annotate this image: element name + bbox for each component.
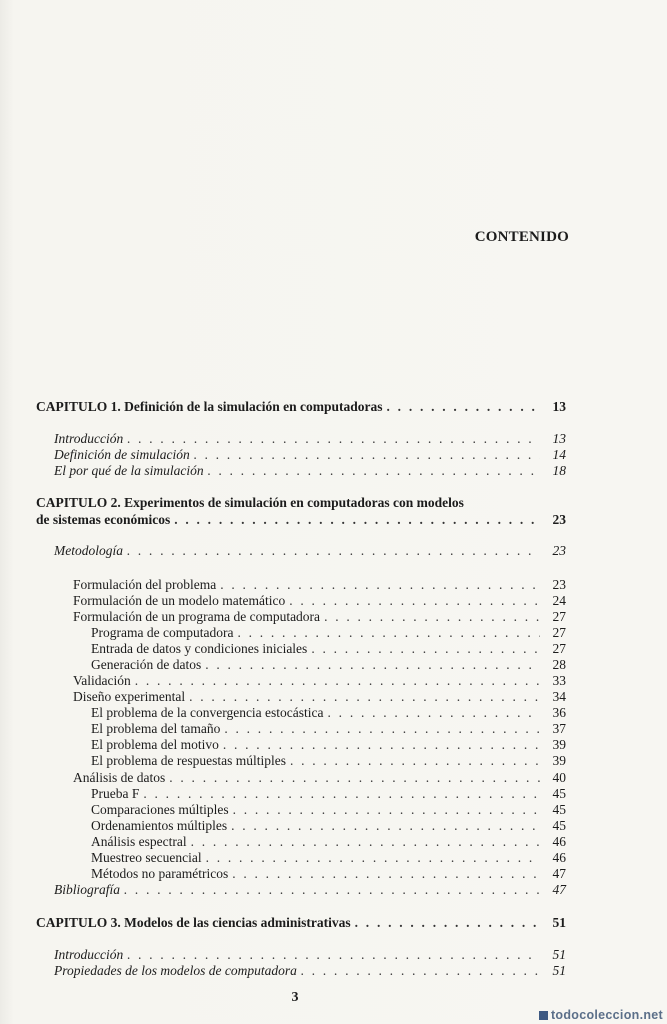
page-number: 3 [291, 990, 299, 1005]
toc-entry-title: Entrada de datos y condiciones iniciales [91, 641, 308, 656]
toc-chapter-2-line-1: CAPITULO 2. Experimentos de simulación en computadoras con modelos [36, 495, 464, 510]
toc-entry-page: 14 [552, 447, 566, 462]
dot-leader [311, 640, 540, 657]
toc-entry-title: Muestreo secuencial [91, 850, 202, 865]
dot-leader [289, 592, 540, 609]
toc-entry [91, 849, 566, 866]
dot-leader [191, 833, 540, 850]
toc-entry-page: 47 [552, 866, 566, 881]
toc-entry-page: 27 [552, 609, 566, 624]
toc-entry [73, 688, 566, 705]
toc-entry-title: Formulación de un programa de computadora [73, 609, 321, 624]
dot-leader [232, 865, 540, 882]
toc-entry-chapter-1 [36, 398, 566, 415]
dot-leader [220, 576, 540, 593]
watermark-logo-icon [539, 1011, 548, 1020]
toc-entry-title: Análisis de datos [73, 770, 166, 785]
toc-entry-page: 39 [552, 753, 566, 768]
toc-entry-page: 13 [552, 431, 566, 446]
dot-leader [169, 769, 540, 786]
toc-entry-title: Generación de datos [91, 657, 202, 672]
toc-entry-page: 27 [552, 625, 566, 640]
watermark-text: todocoleccion.net [550, 1008, 663, 1022]
toc-entry-title: CAPITULO 1. Definición de la simulación en computadoras [36, 399, 383, 414]
toc-entry-title: Diseño experimental [73, 689, 186, 704]
toc-entry [91, 656, 566, 673]
toc-entry [73, 576, 566, 593]
toc-entry [54, 542, 566, 559]
toc-entry [91, 865, 566, 882]
toc-entry-page: 39 [552, 737, 566, 752]
dot-leader [208, 462, 540, 479]
toc-entry-page: 28 [552, 657, 566, 672]
dot-leader [127, 946, 540, 963]
dot-leader [233, 801, 540, 818]
toc-entry-title: Formulación de un modelo matemático [73, 593, 286, 608]
toc-entry [73, 769, 566, 786]
toc-entry-title: El problema de respuestas múltiples [91, 753, 286, 768]
toc-entry-page: 45 [552, 786, 566, 801]
toc-entry-page: 51 [552, 963, 566, 978]
toc-entry [73, 608, 566, 625]
toc-entry-page: 13 [552, 399, 566, 414]
dot-leader [135, 672, 540, 689]
dot-leader [174, 511, 540, 528]
dot-leader [206, 849, 540, 866]
toc-entry-chapter-3 [36, 914, 566, 931]
toc-entry [91, 624, 566, 641]
toc-entry-page: 23 [552, 512, 566, 527]
dot-leader [237, 624, 540, 641]
dot-leader [301, 962, 540, 979]
toc-entry-page: 45 [552, 802, 566, 817]
toc-entry [91, 704, 566, 721]
toc-entry [91, 720, 566, 737]
toc-entry-page: 46 [552, 850, 566, 865]
toc-entry-title: Propiedades de los modelos de computadora [54, 963, 297, 978]
watermark [539, 1008, 663, 1022]
toc-entry [91, 752, 566, 769]
toc-entry-page: 33 [552, 673, 566, 688]
toc-entry-title: Formulación del problema [73, 577, 217, 592]
toc-entry-chapter-2 [36, 511, 566, 528]
toc-entry [91, 817, 566, 834]
dot-leader [189, 688, 540, 705]
toc-entry [91, 833, 566, 850]
toc-entry [54, 946, 566, 963]
dot-leader [223, 736, 540, 753]
toc-entry-title: Comparaciones múltiples [91, 802, 229, 817]
toc-entry-title: Definición de simulación [54, 447, 190, 462]
toc-entry-page: 47 [552, 882, 566, 897]
toc-entry-page: 37 [552, 721, 566, 736]
toc-entry-title: Ordenamientos múltiples [91, 818, 228, 833]
toc-entry [73, 672, 566, 689]
dot-leader [387, 398, 540, 415]
dot-leader [124, 881, 540, 898]
toc-entry [91, 801, 566, 818]
toc-entry-page: 40 [552, 770, 566, 785]
toc-entry-title: El problema del motivo [91, 737, 219, 752]
toc-entry [91, 640, 566, 657]
dot-leader [194, 446, 540, 463]
toc-entry-title: El problema de la convergencia estocástica [91, 705, 324, 720]
toc-entry [54, 446, 566, 463]
toc-entry-page: 36 [552, 705, 566, 720]
toc-entry-page: 51 [552, 915, 566, 930]
dot-leader [324, 608, 540, 625]
toc-entry-page: 51 [552, 947, 566, 962]
dot-leader [127, 430, 540, 447]
toc-entry [91, 736, 566, 753]
toc-entry [54, 462, 566, 479]
toc-entry-title: El problema del tamaño [91, 721, 221, 736]
dot-leader [231, 817, 540, 834]
toc-entry [54, 962, 566, 979]
toc-entry-title: Validación [73, 673, 131, 688]
toc-entry-page: 18 [552, 463, 566, 478]
dot-leader [328, 704, 540, 721]
toc-entry-title: Bibliografía [54, 882, 121, 897]
toc-entry-title: CAPITULO 3. Modelos de las ciencias administrativas [36, 915, 351, 930]
toc-entry-title: de sistemas económicos [36, 512, 171, 527]
toc-entry-title: Programa de computadora [91, 625, 234, 640]
toc-entry-title: El por qué de la simulación [54, 463, 204, 478]
toc-entry-title: Prueba F [91, 786, 140, 801]
toc-entry-title: Introducción [54, 431, 124, 446]
toc-entry-page: 46 [552, 834, 566, 849]
toc-entry-page: 24 [552, 593, 566, 608]
toc-entry-title: Introducción [54, 947, 124, 962]
toc-entry-title: Métodos no paramétricos [91, 866, 229, 881]
toc-entry-title: Metodología [54, 543, 123, 558]
toc-entry-page: 27 [552, 641, 566, 656]
dot-leader [224, 720, 540, 737]
dot-leader [290, 752, 540, 769]
toc-entry-title: Análisis espectral [91, 834, 187, 849]
toc-entry [54, 430, 566, 447]
contents-heading: CONTENIDO [474, 229, 569, 245]
dot-leader [355, 914, 540, 931]
toc-entry [54, 881, 566, 898]
toc-entry-page: 23 [552, 577, 566, 592]
toc-entry-page: 23 [552, 543, 566, 558]
dot-leader [143, 785, 540, 802]
dot-leader [127, 542, 540, 559]
toc-entry [73, 592, 566, 609]
toc-entry-page: 34 [552, 689, 566, 704]
dot-leader [205, 656, 540, 673]
toc-entry-page: 45 [552, 818, 566, 833]
toc-entry [91, 785, 566, 802]
